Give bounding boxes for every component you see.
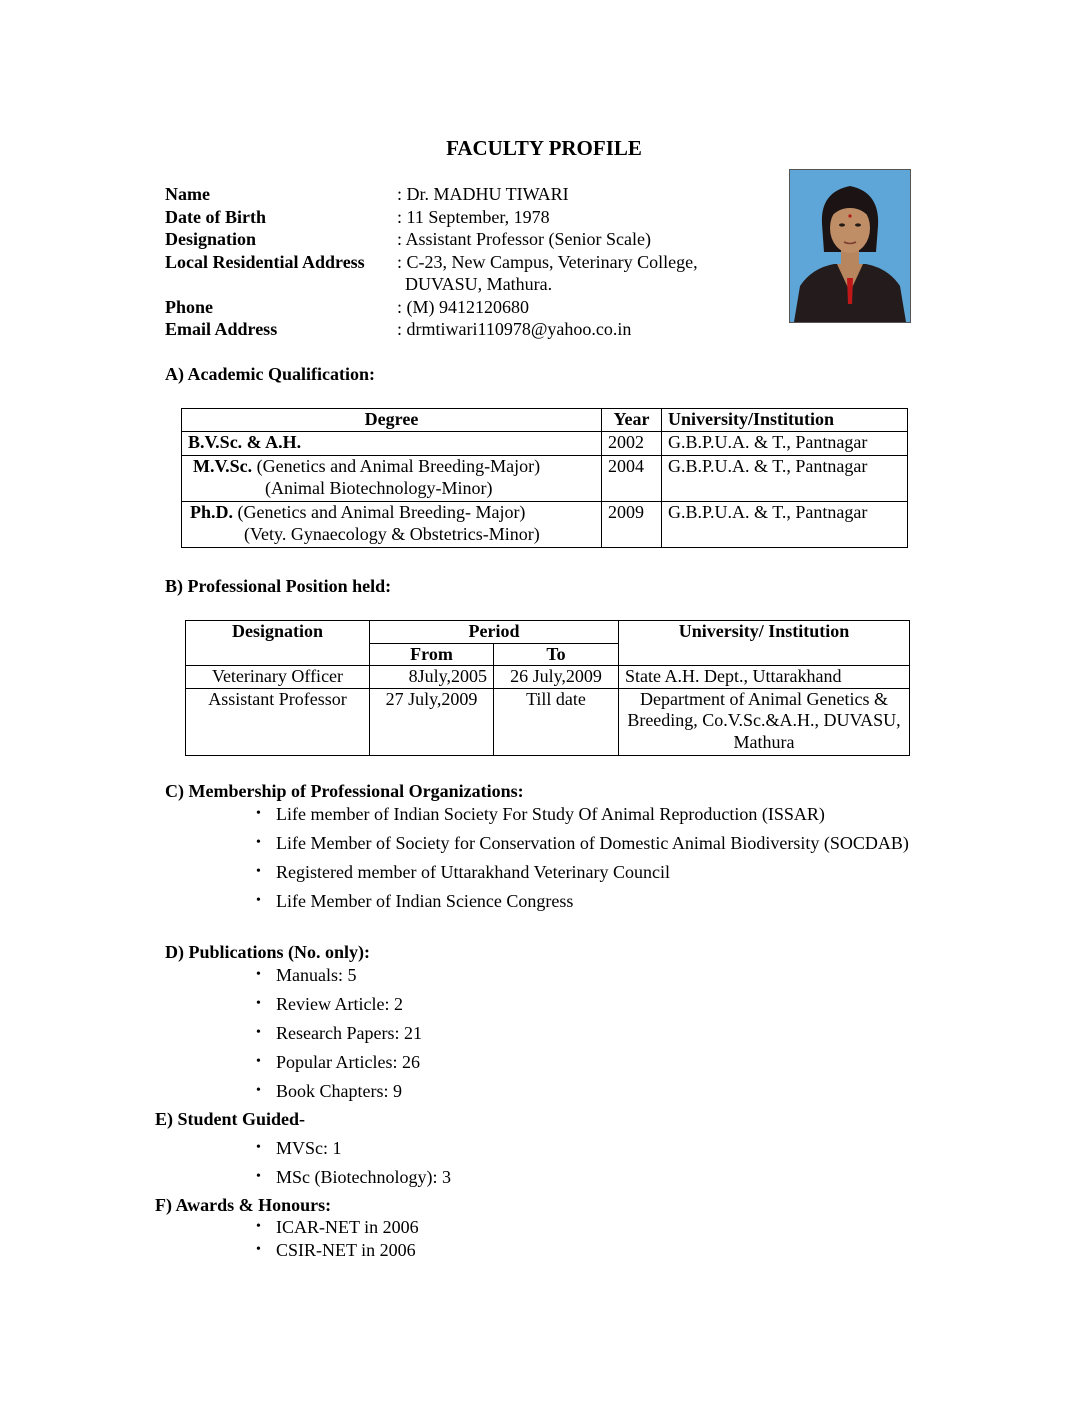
year-cell: 2004	[602, 456, 662, 502]
section-heading-memberships: C) Membership of Professional Organizations:	[165, 781, 524, 801]
list-item: • Life Member of Indian Science Congress	[250, 890, 909, 912]
university-cell: G.B.P.U.A. & T., Pantnagar	[662, 431, 908, 456]
table-row	[182, 456, 908, 502]
info-label: Date of Birth	[165, 206, 266, 227]
section-heading-publications: D) Publications (No. only):	[165, 942, 371, 962]
degree-name: M.V.Sc.	[193, 456, 253, 476]
list-item: • Popular Articles: 26	[250, 1051, 422, 1073]
university-cell: G.B.P.U.A. & T., Pantnagar	[662, 456, 908, 502]
column-header-degree: Degree	[182, 409, 602, 432]
students-list	[250, 1137, 451, 1188]
to-cell: 26 July,2009	[494, 666, 619, 689]
column-header-university: University/Institution	[662, 409, 908, 432]
info-label: Designation	[165, 229, 257, 249]
column-header-to: To	[494, 643, 619, 666]
list-item: • ICAR-NET in 2006	[250, 1216, 419, 1238]
info-value: : Assistant Professor (Senior Scale)	[397, 229, 651, 249]
section-heading-awards: F) Awards & Honours:	[155, 1195, 332, 1215]
degree-cell	[182, 456, 602, 502]
column-header-designation: Designation	[186, 621, 370, 666]
degree-name: Ph.D.	[190, 502, 234, 522]
degree-name: B.V.Sc. & A.H.	[188, 431, 302, 452]
section-heading-positions: B) Professional Position held:	[165, 576, 392, 596]
list-item: • Research Papers: 21	[250, 1022, 422, 1044]
section-heading-students: E) Student Guided-	[155, 1109, 306, 1129]
university-cell: State A.H. Dept., Uttarakhand	[619, 666, 910, 689]
list-item: • MVSc: 1	[250, 1137, 451, 1159]
list-item: • Registered member of Uttarakhand Veterinary Council	[250, 861, 909, 883]
designation-cell: Assistant Professor	[186, 688, 370, 756]
info-value: : drmtiwari110978@yahoo.co.in	[397, 319, 632, 339]
degree-cell	[182, 502, 602, 548]
column-header-from: From	[370, 643, 494, 666]
professional-positions-table	[185, 620, 910, 756]
info-label: Email Address	[165, 319, 278, 339]
degree-minor: (Animal Biotechnology-Minor)	[265, 477, 493, 498]
list-item: • MSc (Biotechnology): 3	[250, 1166, 451, 1188]
info-value: : Dr. MADHU TIWARI	[397, 184, 569, 204]
list-item: • Life Member of Society for Conservation of Domestic Animal Biodiversity (SOCDAB)	[250, 832, 909, 854]
from-cell: 8July,2005	[370, 666, 494, 689]
info-label: Phone	[165, 296, 214, 317]
table-header-row	[182, 409, 908, 432]
list-item: • Manuals: 5	[250, 964, 422, 986]
info-label: Local Residential Address	[165, 251, 365, 272]
table-header-row	[186, 621, 910, 644]
column-header-university: University/ Institution	[619, 621, 910, 666]
from-cell: 27 July,2009	[370, 688, 494, 756]
info-value: DUVASU, Mathura.	[405, 274, 553, 294]
page-title: FACULTY PROFILE	[446, 136, 642, 160]
degree-detail: (Genetics and Animal Breeding- Major)	[233, 502, 526, 522]
info-value: : (M) 9412120680	[397, 296, 529, 317]
year-cell: 2002	[602, 431, 662, 456]
table-row	[182, 502, 908, 548]
column-header-year: Year	[602, 409, 662, 432]
table-row	[186, 688, 910, 756]
list-item: • Life member of Indian Society For Study Of Animal Reproduction (ISSAR)	[250, 803, 909, 825]
column-header-period: Period	[370, 621, 619, 644]
degree-cell	[182, 431, 602, 456]
info-label: Name	[165, 184, 210, 204]
section-heading-academic: A) Academic Qualification:	[165, 364, 375, 384]
publications-list	[250, 964, 422, 1102]
portrait-illustration	[790, 170, 910, 322]
list-item: • CSIR-NET in 2006	[250, 1239, 419, 1261]
university-cell: G.B.P.U.A. & T., Pantnagar	[662, 502, 908, 548]
degree-minor: (Vety. Gynaecology & Obstetrics-Minor)	[244, 523, 540, 544]
membership-list	[250, 803, 909, 912]
table-row	[186, 666, 910, 689]
table-row	[182, 431, 908, 456]
profile-photo	[789, 169, 911, 323]
academic-qualification-table	[181, 408, 908, 548]
info-value: : C-23, New Campus, Veterinary College,	[397, 251, 698, 272]
degree-detail: (Genetics and Animal Breeding-Major)	[252, 456, 541, 476]
awards-list	[250, 1216, 419, 1261]
designation-cell: Veterinary Officer	[186, 666, 370, 689]
to-cell: Till date	[494, 688, 619, 756]
list-item: • Book Chapters: 9	[250, 1080, 422, 1102]
info-value: : 11 September, 1978	[397, 206, 550, 227]
list-item: • Review Article: 2	[250, 993, 422, 1015]
year-cell: 2009	[602, 502, 662, 548]
university-cell: Department of Animal Genetics & Breeding, Co.V.Sc.&A.H., DUVASU, Mathura	[619, 688, 910, 756]
